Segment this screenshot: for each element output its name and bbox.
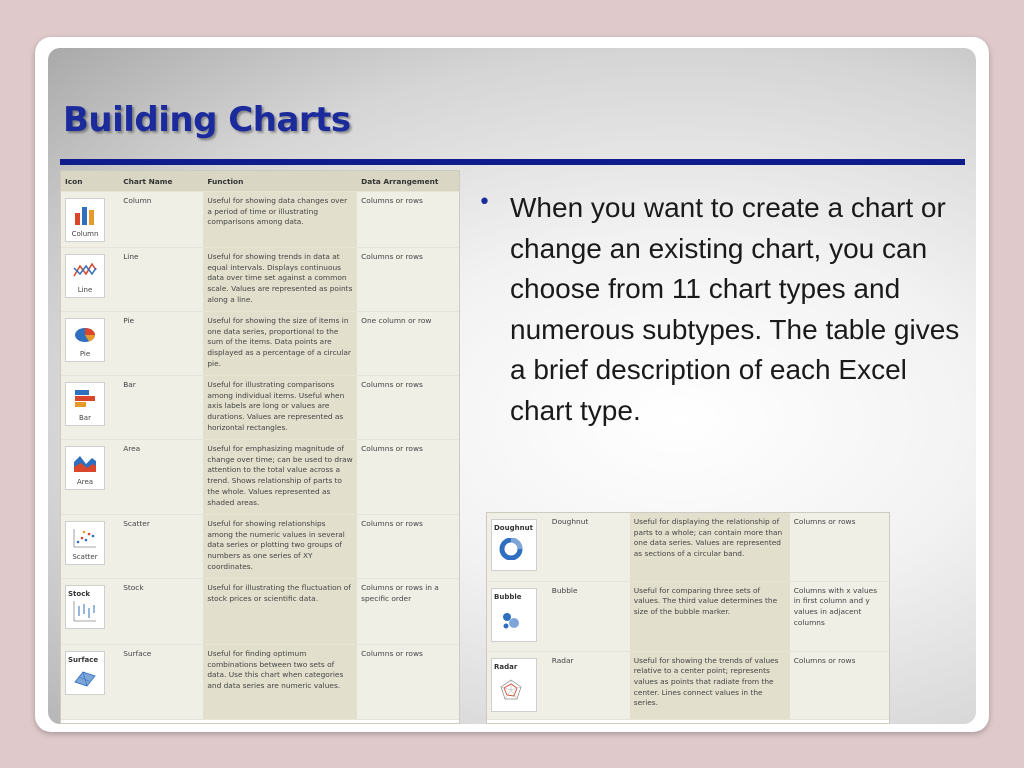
chart-function: Useful for comparing three sets of values. The third value determines the size of the bubble marker. <box>630 581 790 651</box>
table-header-row <box>61 171 459 192</box>
bullet-text: When you want to create a chart or change an existing chart, you can choose from 11 chart types and numerous subtypes. The table gives a brief description of each Excel chart type. <box>510 192 960 426</box>
chart-name: Pie <box>119 312 203 376</box>
data-arrangement: Columns or rows <box>357 440 459 515</box>
data-arrangement: Columns or rows <box>357 376 459 440</box>
chart-types-table <box>60 170 460 724</box>
slide-title: Building Charts <box>63 100 351 140</box>
chart-name: Line <box>119 248 203 312</box>
data-arrangement: Columns or rows <box>790 513 889 581</box>
column-chart-icon <box>65 198 105 242</box>
header-chart-name: Chart Name <box>119 171 203 192</box>
icon-caption: Radar <box>494 662 518 671</box>
table-row <box>487 651 889 719</box>
chart-function: Useful for displaying the relationship of parts to a whole; can contain more than one data series. Values are represented as sections of a circular band. <box>630 513 790 581</box>
chart-name: Stock <box>119 579 203 645</box>
chart-function: Useful for showing the size of items in one data series, proportional to the sum of the items. Data points are displayed as a percentage of a circular pie. <box>203 312 357 376</box>
chart-name: Radar <box>548 651 630 719</box>
stock-chart-icon <box>65 585 105 629</box>
chart-function: Useful for showing the trends of values relative to a center point; represents values as points that radiate from the center. Lines connect values in the series. <box>630 651 790 719</box>
doughnut-chart-icon <box>491 519 537 571</box>
data-arrangement: Columns or rows in a specific order <box>357 579 459 645</box>
table-row <box>61 312 459 376</box>
chart-function: Useful for illustrating comparisons among individual items. Useful when axis labels are long or values are durations. Values are represented as horizontal rectangles. <box>203 376 357 440</box>
data-arrangement: Columns with x values in first column and y values in adjacent columns <box>790 581 889 651</box>
header-function: Function <box>203 171 357 192</box>
area-chart-icon <box>65 446 105 490</box>
table-row <box>487 581 889 651</box>
chart-function: Useful for showing trends in data at equal intervals. Displays continuous data over time set against a common scale. Values are represented as points along a line. <box>203 248 357 312</box>
header-data-arrangement: Data Arrangement <box>357 171 459 192</box>
table-row <box>61 579 459 645</box>
chart-name: Column <box>119 192 203 248</box>
data-arrangement: Columns or rows <box>357 192 459 248</box>
icon-caption: Doughnut <box>494 524 533 532</box>
bubble-chart-icon <box>491 588 537 642</box>
chart-function: Useful for illustrating the fluctuation of stock prices or scientific data. <box>203 579 357 645</box>
radar-chart-icon <box>491 658 537 712</box>
chart-name: Doughnut <box>548 513 630 581</box>
data-arrangement: Columns or rows <box>790 651 889 719</box>
icon-caption: Surface <box>68 656 99 664</box>
chart-name: Area <box>119 440 203 515</box>
bullet-marker: • <box>478 190 491 215</box>
bar-chart-icon <box>65 382 105 426</box>
icon-caption: Scatter <box>72 552 98 561</box>
icon-caption: Bubble <box>494 592 522 601</box>
table-row <box>61 645 459 720</box>
chart-function: Useful for finding optimum combinations between two sets of data. Use this chart when categories and data series are numeric values. <box>203 645 357 720</box>
chart-function: Useful for showing data changes over a period of time or illustrating comparisons among data. <box>203 192 357 248</box>
chart-name: Scatter <box>119 515 203 579</box>
header-icon: Icon <box>61 171 119 192</box>
icon-caption: Bar <box>79 413 91 422</box>
table-row <box>61 248 459 312</box>
data-arrangement: Columns or rows <box>357 515 459 579</box>
icon-caption: Stock <box>68 590 91 598</box>
data-arrangement: Columns or rows <box>357 248 459 312</box>
scatter-chart-icon <box>65 521 105 565</box>
icon-caption: Line <box>77 285 93 294</box>
table-row <box>61 515 459 579</box>
icon-caption: Pie <box>79 349 91 358</box>
chart-name: Bar <box>119 376 203 440</box>
data-arrangement: Columns or rows <box>357 645 459 720</box>
table-row <box>61 192 459 248</box>
chart-function: Useful for showing relationships among the numeric values in several data series or plotting two groups of numbers as one series of XY coordinates. <box>203 515 357 579</box>
surface-chart-icon <box>65 651 105 695</box>
table-row <box>61 376 459 440</box>
chart-name: Bubble <box>548 581 630 651</box>
table-row <box>487 513 889 581</box>
icon-caption: Area <box>76 477 94 486</box>
chart-name: Surface <box>119 645 203 720</box>
icon-caption: Column <box>71 229 99 238</box>
chart-function: Useful for emphasizing magnitude of change over time; can be used to draw attention to the total value across a trend. Shows relationship of parts to the whole. Values represented as shaded areas. <box>203 440 357 515</box>
data-arrangement: One column or row <box>357 312 459 376</box>
table-row <box>61 440 459 515</box>
title-underline <box>60 159 965 165</box>
pie-chart-icon <box>65 318 105 362</box>
line-chart-icon <box>65 254 105 298</box>
chart-types-table-continued <box>486 512 890 724</box>
